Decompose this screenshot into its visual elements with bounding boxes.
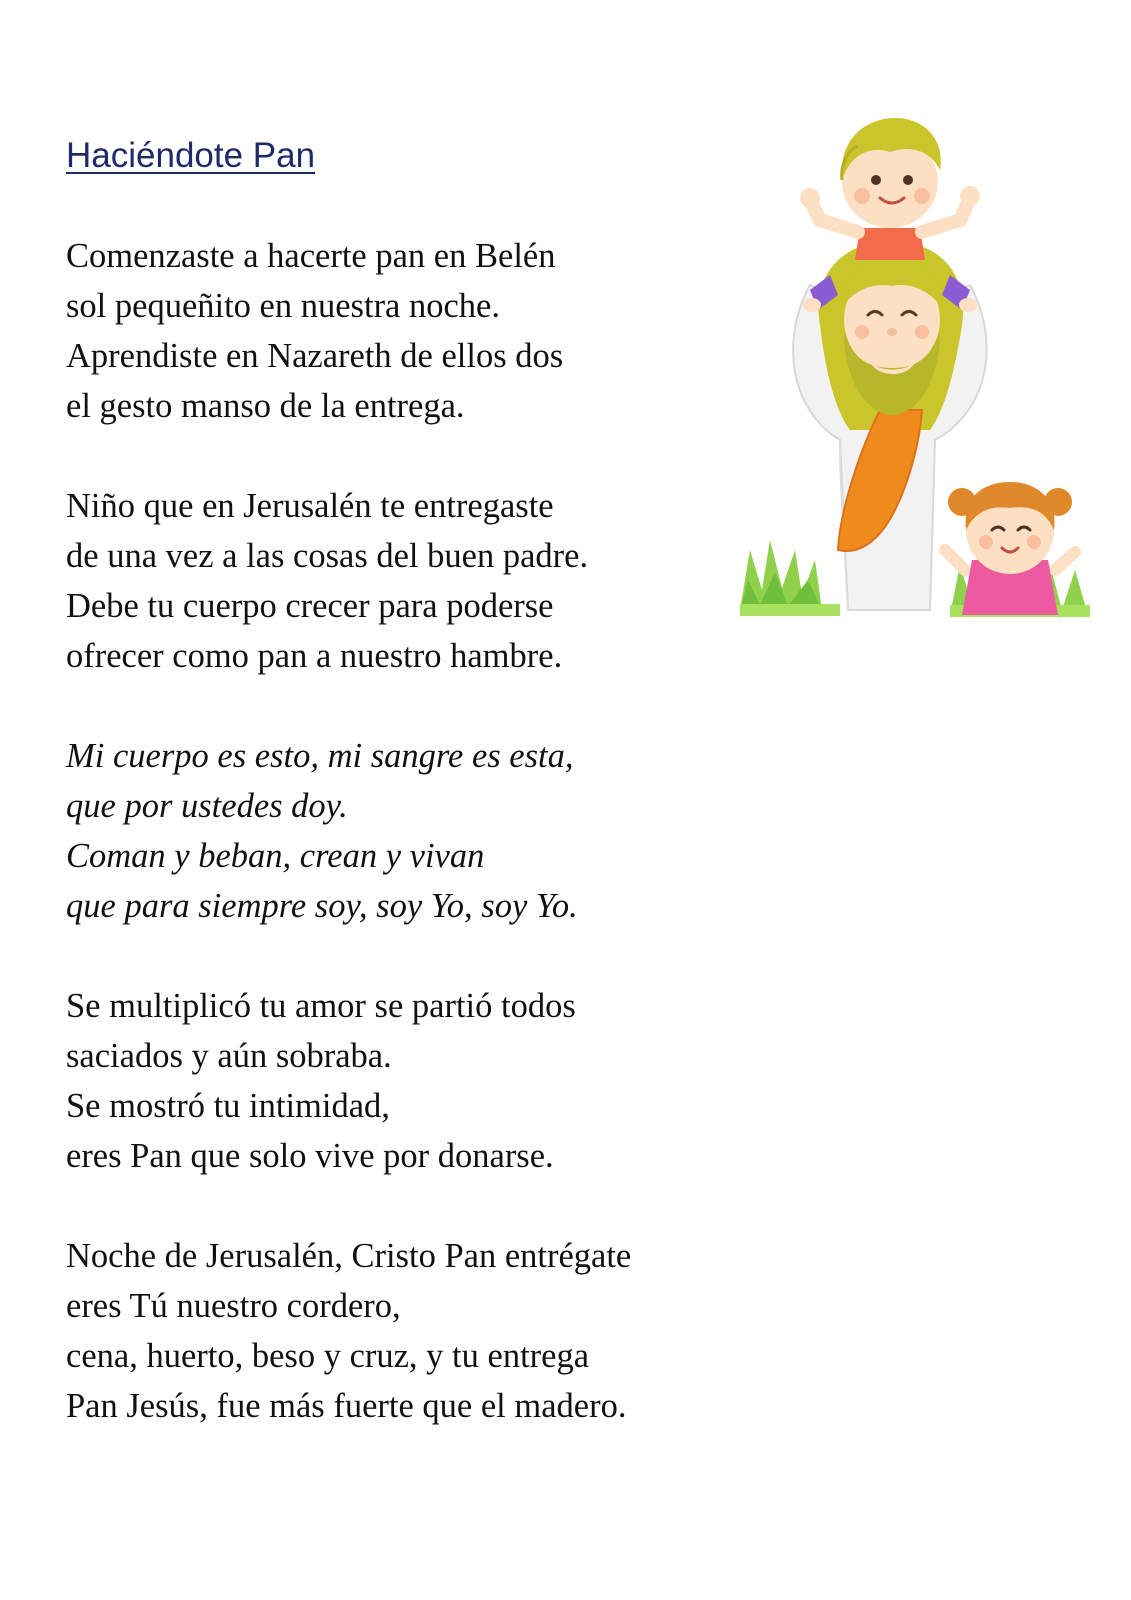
poem-line: Mi cuerpo es esto, mi sangre es esta, bbox=[66, 737, 574, 775]
poem-line: Niño que en Jerusalén te entregaste bbox=[66, 487, 554, 525]
poem-line: Debe tu cuerpo crecer para poderse bbox=[66, 587, 554, 625]
poem-line: Coman y beban, crean y vivan bbox=[66, 837, 485, 875]
stanza-2 bbox=[66, 481, 766, 681]
poem-body bbox=[66, 231, 766, 1481]
poem-line: eres Tú nuestro cordero, bbox=[66, 1287, 401, 1325]
poem-line: que por ustedes doy. bbox=[66, 787, 348, 825]
stanza-1 bbox=[66, 231, 766, 431]
poem-line: el gesto manso de la entrega. bbox=[66, 387, 465, 425]
poem-title: Haciéndote Pan bbox=[66, 136, 316, 175]
poem-line: de una vez a las cosas del buen padre. bbox=[66, 537, 589, 575]
poem-line: Pan Jesús, fue más fuerte que el madero. bbox=[66, 1387, 627, 1425]
poem-line: Aprendiste en Nazareth de ellos dos bbox=[66, 337, 564, 375]
child-top bbox=[800, 118, 980, 260]
grass-left bbox=[740, 540, 840, 616]
poem-line: eres Pan que solo vive por donarse. bbox=[66, 1137, 554, 1175]
jesus-children-illustration bbox=[740, 110, 1090, 620]
poem-line: sol pequeñito en nuestra noche. bbox=[66, 287, 500, 325]
poem-line: Noche de Jerusalén, Cristo Pan entrégate bbox=[66, 1237, 632, 1275]
poem-line: que para siempre soy, soy Yo, soy Yo. bbox=[66, 887, 578, 925]
stanza-5 bbox=[66, 1231, 766, 1431]
stanza-4 bbox=[66, 981, 766, 1181]
stanza-3-refrain bbox=[66, 731, 766, 931]
poem-line: saciados y aún sobraba. bbox=[66, 1037, 392, 1075]
poem-line: Se mostró tu intimidad, bbox=[66, 1087, 390, 1125]
poem-line: Se multiplicó tu amor se partió todos bbox=[66, 987, 576, 1025]
poem-line: ofrecer como pan a nuestro hambre. bbox=[66, 637, 563, 675]
poem-line: cena, huerto, beso y cruz, y tu entrega bbox=[66, 1337, 590, 1375]
poem-line: Comenzaste a hacerte pan en Belén bbox=[66, 237, 556, 275]
